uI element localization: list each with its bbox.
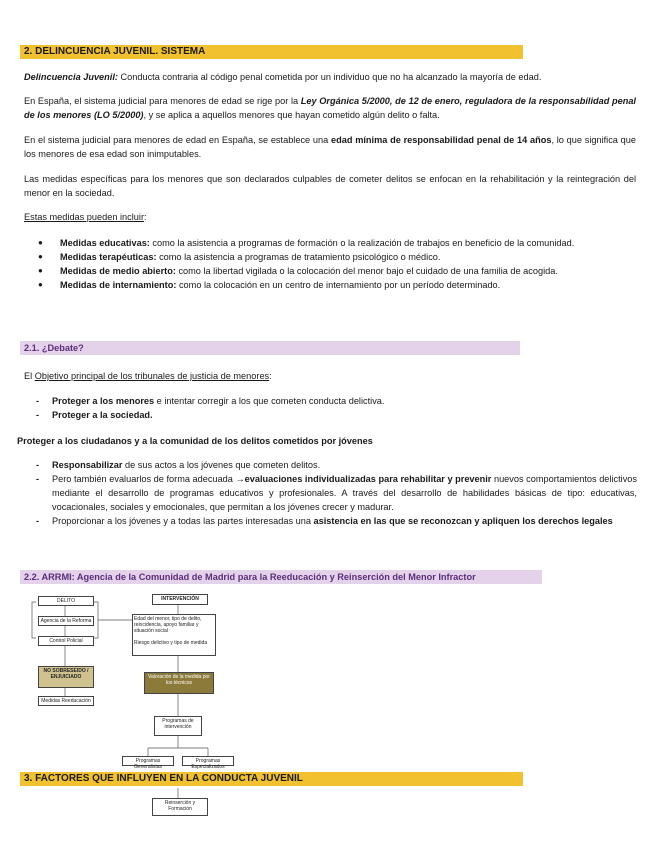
diagram-box-programas-especializados: Programas Especializados xyxy=(182,756,234,766)
law-name: Ley Orgánica 5/2000, de 12 de enero, reguladora de la responsabilidad penal de los menores (LO 5/2000) xyxy=(24,96,636,120)
measure-term: Medidas terapéuticas: xyxy=(60,252,157,262)
arrmi-flow-diagram xyxy=(28,588,228,836)
protect-list xyxy=(36,458,637,528)
minimum-age: edad mínima de responsabilidad penal de 14 años xyxy=(331,135,552,145)
diagram-box-medidas: Medidas Reeducación xyxy=(38,696,94,706)
section-heading-2: 2. DELINCUENCIA JUVENIL. SISTEMA xyxy=(20,45,523,59)
law-paragraph-text-b: , y se aplica a aquellos menores que hayan cometido algún delito o falta. xyxy=(143,110,440,120)
objective-intro xyxy=(24,369,636,383)
diagram-box-agencia: Agencia de la Reforma xyxy=(38,616,94,626)
measures-intro-colon: : xyxy=(144,212,147,222)
list-item xyxy=(36,514,637,528)
objective-term: Proteger a la sociedad. xyxy=(52,410,153,420)
measure-term: Medidas de medio abierto: xyxy=(60,266,176,276)
item-bold-a: Responsabilizar xyxy=(52,460,123,470)
intervencion-detail-text-a: Edad del menor, tipo de delito, reincidencia, apoyo familiar y situación social xyxy=(134,616,202,634)
diagram-box-control: Control Policial xyxy=(38,636,94,646)
diagram-box-programas: Programas de intervención xyxy=(154,716,202,736)
measures-intro-text: Estas medidas pueden incluir xyxy=(24,212,145,222)
diagram-box-delito: DELITO xyxy=(38,596,94,606)
objective-term: Proteger a los menores xyxy=(52,396,155,406)
diagram-box-intervencion: INTERVENCIÓN xyxy=(152,594,208,605)
age-paragraph-text-b: , lo que significa que los menores de esa edad son inimputables. xyxy=(24,135,636,159)
measure-text: como la colocación en un centro de internamiento por un período determinado. xyxy=(176,280,501,290)
measure-text: como la asistencia a programas de formación o la realización de trabajos en beneficio de la comunidad. xyxy=(149,238,575,248)
measure-text: como la libertad vigilada o la colocación del menor bajo el cuidado de una familia de acogida. xyxy=(175,266,558,276)
law-paragraph-text-a: En España, el sistema judicial para menores de edad se rige por la xyxy=(24,96,301,106)
objective-intro-text-a: El xyxy=(24,371,35,381)
item-bold-b: asistencia en las que se reconozcan y apliquen los derechos legales xyxy=(313,516,613,526)
section-heading-2-2: 2.2. ARRMI: Agencia de la Comunidad de Madrid para la Reeducación y Reinserción del Menor Infractor xyxy=(20,570,542,584)
list-item xyxy=(30,250,606,264)
item-text-a: Pero también evaluarlos de forma adecuada → xyxy=(52,474,245,484)
diagram-box-programas-generalistas: Programas Generalistas xyxy=(122,756,174,766)
definition-paragraph xyxy=(24,70,636,84)
protect-heading: Proteger a los ciudadanos y a la comunidad de los delitos cometidos por jóvenes xyxy=(17,436,373,446)
intervencion-detail-text-b: Riesgo delictivo y tipo de medida xyxy=(134,640,208,646)
diagram-box-sobreseido: NO SOBRESEIDO / ENJUICIADO xyxy=(38,666,94,688)
measures-paragraph: Las medidas específicas para los menores que son declarados culpables de cometer delitos se enfocan en la rehabilitación y la reintegración del menor en la sociedad. xyxy=(24,174,636,198)
list-item xyxy=(36,458,637,472)
diagram-box-valoracion: Valoración de la medida por los técnicos xyxy=(144,672,214,694)
law-paragraph xyxy=(24,94,636,122)
list-item xyxy=(36,394,632,408)
measure-text: como la asistencia a programas de tratamiento psicológico o médico. xyxy=(156,252,441,262)
objectives-list xyxy=(36,394,632,422)
section-heading-3: 3. FACTORES QUE INFLUYEN EN LA CONDUCTA JUVENIL xyxy=(20,772,523,786)
list-item xyxy=(30,278,606,292)
age-paragraph-text-a: En el sistema judicial para menores de edad en España, se establece una xyxy=(24,135,331,145)
measures-intro xyxy=(24,210,636,224)
diagram-box-reinsercion: Reinserción y Formación xyxy=(152,798,208,816)
definition-term: Delincuencia Juvenil: xyxy=(24,72,118,82)
objective-intro-underlined: Objetivo principal de los tribunales de justicia de menores xyxy=(34,371,270,381)
objective-text: e intentar corregir a los que cometen conducta delictiva. xyxy=(154,396,385,406)
diagram-box-intervencion-detail xyxy=(132,614,216,656)
item-text-a: de sus actos a los jóvenes que cometen delitos. xyxy=(122,460,321,470)
item-text-b: nuevos comportamientos delictivos mediante el desarrollo de programas educativos y profesionales. A través del desarrollo de habilidades básicas de tipo: educativas, vocacionales, sociales y emocionales, que permitan a los jóvenes crecer y madurar. xyxy=(52,474,637,512)
list-item xyxy=(36,472,637,514)
item-text-a: Proporcionar a los jóvenes y a todas las partes interesadas una xyxy=(52,516,314,526)
objective-intro-colon: : xyxy=(269,371,272,381)
list-item xyxy=(36,408,632,422)
measures-list xyxy=(30,236,606,292)
list-item xyxy=(30,264,606,278)
list-item xyxy=(30,236,606,250)
age-paragraph xyxy=(24,133,636,161)
measure-term: Medidas de internamiento: xyxy=(60,280,177,290)
measure-term: Medidas educativas: xyxy=(60,238,150,248)
definition-text: Conducta contraria al código penal cometida por un individuo que no ha alcanzado la mayoría de edad. xyxy=(117,72,542,82)
section-heading-2-1: 2.1. ¿Debate? xyxy=(20,341,520,355)
item-bold-b: evaluaciones individualizadas para rehabilitar y prevenir xyxy=(244,474,492,484)
